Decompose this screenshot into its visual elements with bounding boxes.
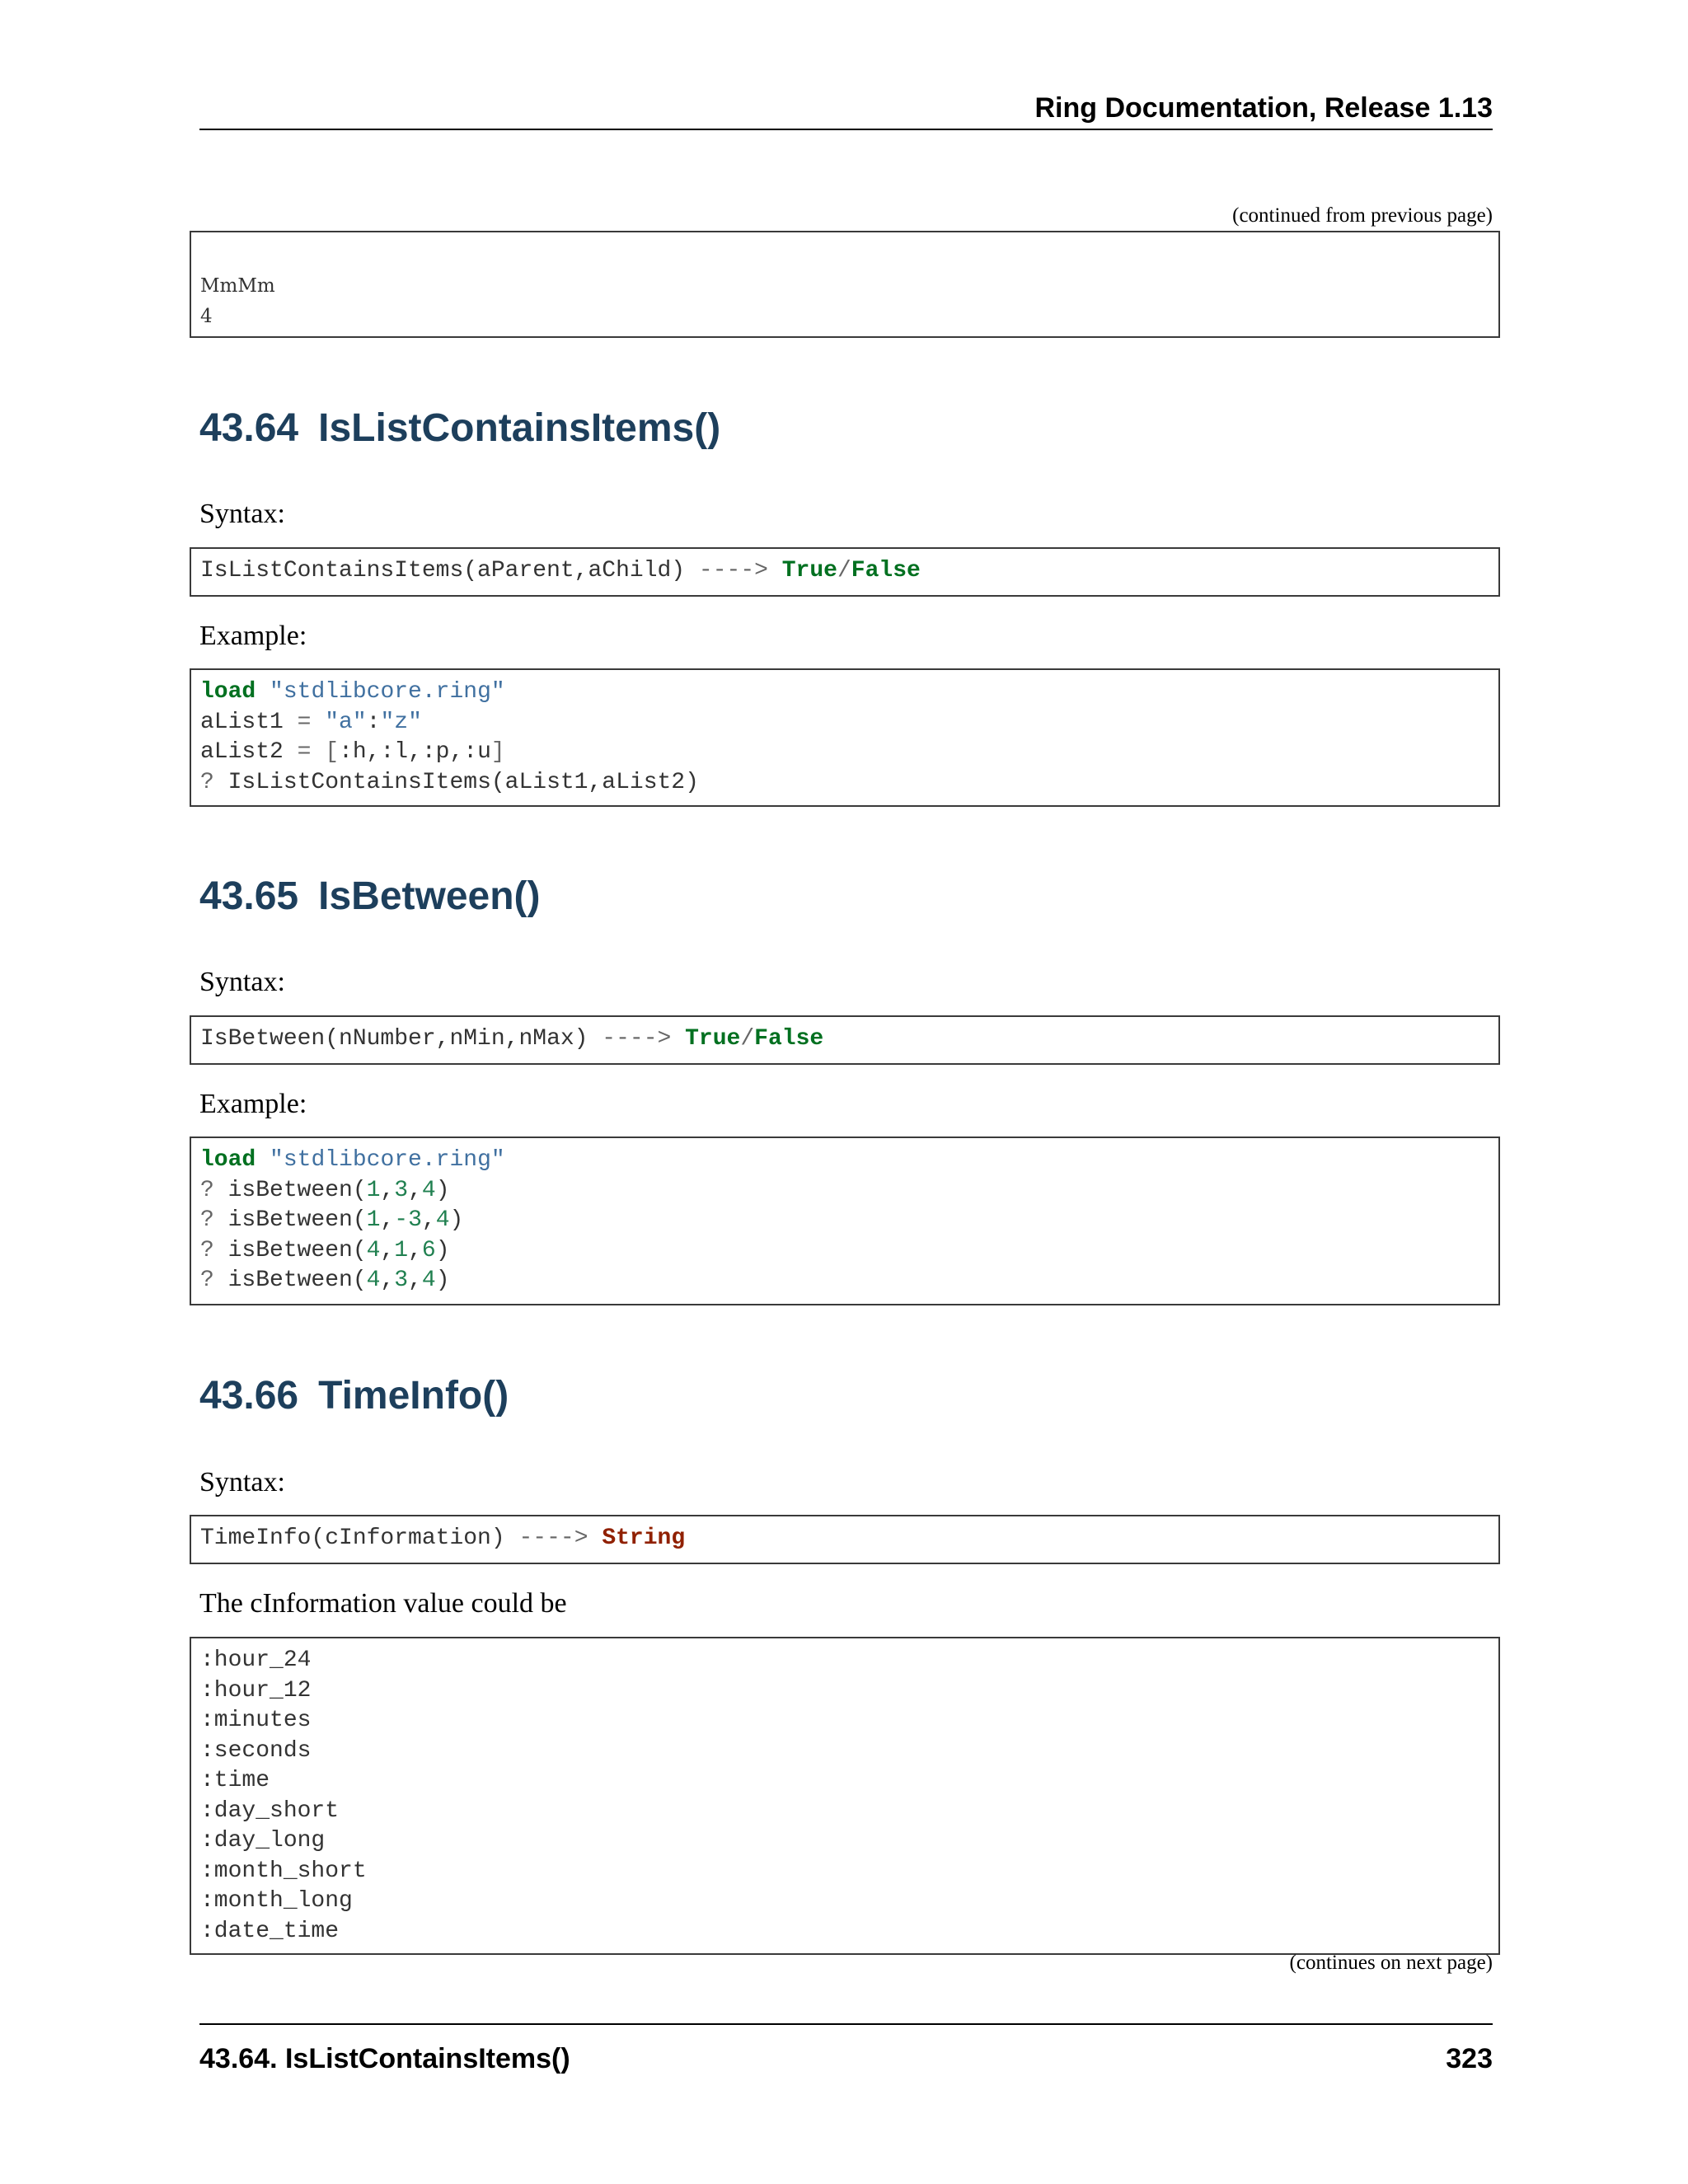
footer-rule — [199, 2023, 1493, 2025]
section-number: 43.65 — [199, 874, 299, 918]
values-code-block — [190, 1637, 1500, 1955]
example-code-block — [190, 1137, 1500, 1305]
code-line: :day_long — [200, 1828, 326, 1854]
output-line: MmMm — [200, 275, 275, 297]
code-line: :month_long — [200, 1888, 353, 1914]
code-line: IsBetween(nNumber,nMin,nMax) ----> True/False — [200, 1026, 824, 1052]
syntax-block — [190, 1515, 1500, 1564]
syntax-label: Syntax: — [199, 1467, 285, 1497]
syntax-block — [190, 1015, 1500, 1065]
section-heading-43-64 — [199, 405, 720, 451]
section-number: 43.66 — [199, 1374, 299, 1418]
code-line: ? isBetween(1,3,4) — [200, 1177, 450, 1203]
continues-on-note: (continues on next page) — [1289, 1952, 1493, 1974]
continued-from-note: (continued from previous page) — [1232, 204, 1493, 227]
code-line: :hour_24 — [200, 1647, 312, 1673]
code-line: aList1 = "a":"z" — [200, 709, 422, 735]
syntax-label: Syntax: — [199, 967, 285, 997]
code-line: TimeInfo(cInformation) ----> String — [200, 1526, 686, 1551]
code-line: aList2 = [:h,:l,:p,:u] — [200, 739, 505, 765]
example-code-block — [190, 668, 1500, 807]
output-line: 4 — [200, 305, 213, 327]
code-line: :time — [200, 1768, 270, 1793]
code-line: load "stdlibcore.ring" — [200, 679, 505, 705]
code-line: ? isBetween(4,1,6) — [200, 1237, 450, 1263]
section-title-text: TimeInfo() — [318, 1374, 509, 1418]
example-label: Example: — [199, 1089, 307, 1119]
section-heading-43-65 — [199, 874, 541, 919]
example-label: Example: — [199, 621, 307, 651]
code-line: :day_short — [200, 1797, 340, 1824]
section-title-text: IsListContainsItems() — [318, 406, 721, 450]
header-rule — [199, 129, 1493, 130]
section-number: 43.64 — [199, 406, 299, 450]
code-line: ? isBetween(4,3,4) — [200, 1268, 450, 1293]
section-heading-43-66 — [199, 1373, 509, 1418]
code-line: :month_short — [200, 1858, 367, 1884]
code-line: load "stdlibcore.ring" — [200, 1147, 505, 1173]
code-line: ? isBetween(1,-3,4) — [200, 1207, 464, 1233]
code-line: ? IsListContainsItems(aList1,aList2) — [200, 769, 699, 795]
output-block — [190, 231, 1500, 338]
syntax-block — [190, 547, 1500, 597]
code-line: :date_time — [200, 1918, 340, 1944]
syntax-label: Syntax: — [199, 499, 285, 529]
footer-section: 43.64. IsListContainsItems() — [199, 2043, 570, 2074]
code-line: :minutes — [200, 1708, 312, 1733]
code-line: :seconds — [200, 1737, 312, 1764]
code-line: :hour_12 — [200, 1677, 312, 1704]
running-header: Ring Documentation, Release 1.13 — [1034, 92, 1493, 124]
section-title-text: IsBetween() — [318, 874, 541, 918]
code-line: IsListContainsItems(aParent,aChild) ----> True/False — [200, 558, 921, 583]
values-label: The cInformation value could be — [199, 1588, 567, 1619]
page-number: 323 — [1446, 2043, 1493, 2074]
